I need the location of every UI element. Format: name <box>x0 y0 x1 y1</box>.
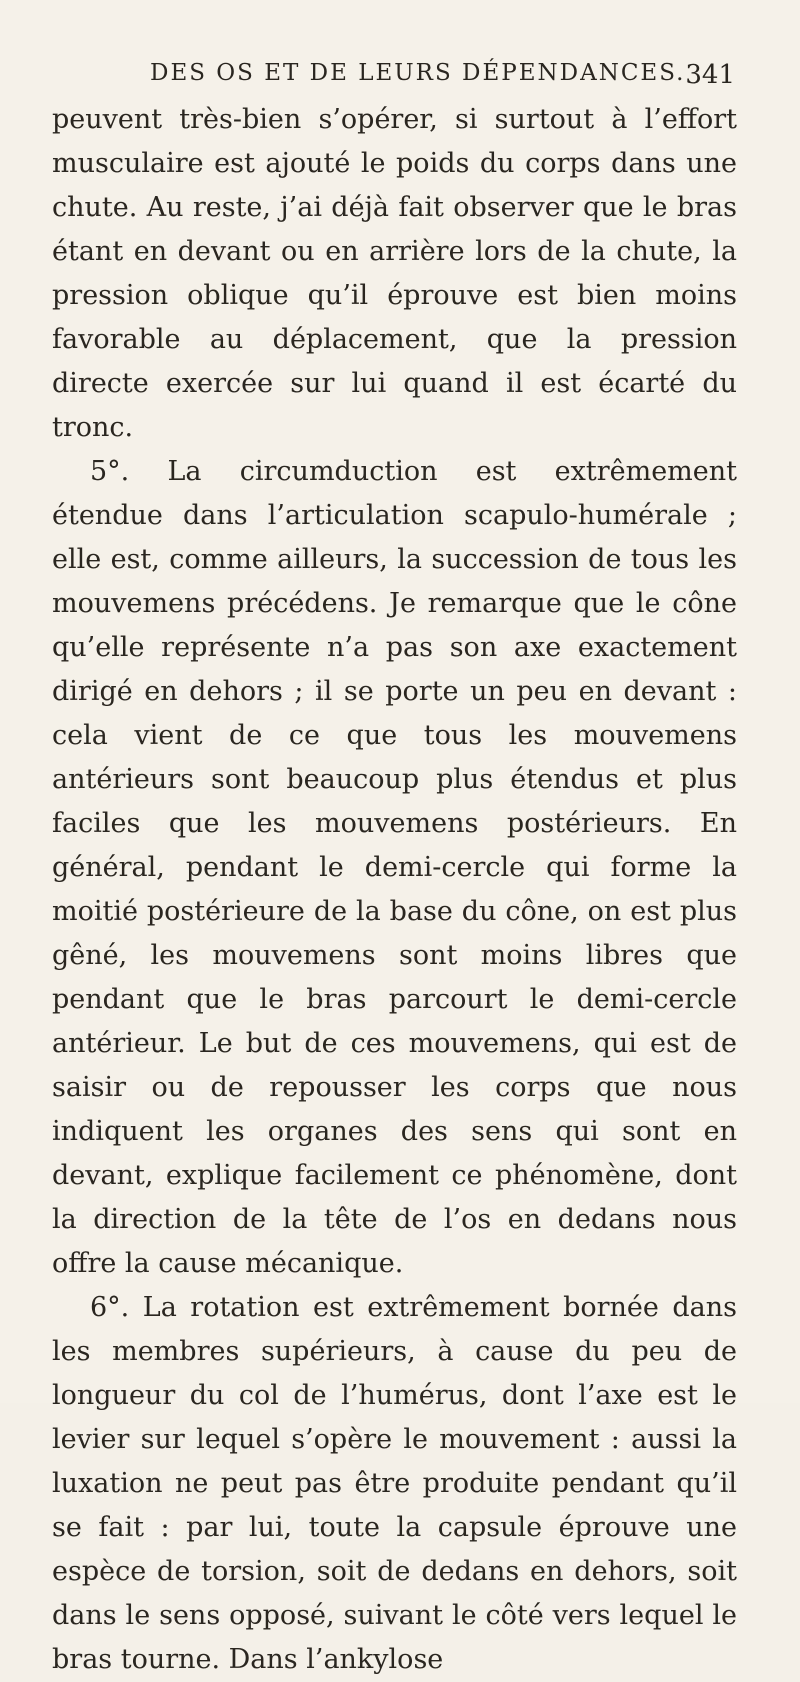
body-text <box>52 98 737 1682</box>
paragraph-continuation: peuvent très-bien s’opérer, si surtout à l’effort musculaire est ajouté le poids du corps dans une chute. Au reste, j’ai déjà fait observer que le bras étant en devant ou en arrière lors de la chute, la pression oblique qu’il éprouve est bien moins favorable au déplacement, que la pression directe exercée sur lui quand il est écarté du tronc. <box>52 104 737 443</box>
running-title: DES OS ET DE LEURS DÉPENDANCES. <box>150 60 686 86</box>
paragraph-rotation: 6°. La rotation est extrêmement bornée dans les membres supérieurs, à cause du peu de longueur du col de l’humérus, dont l’axe est le levier sur lequel s’opère le mouvement : aussi la luxation ne peut pas être produite pendant qu’il se fait : par lui, toute la capsule éprouve une espèce de torsion, soit de dedans en dehors, soit dans le sens opposé, suivant le côté vers lequel le bras tourne. Dans l’ankylose <box>52 1292 737 1675</box>
running-head <box>150 60 735 90</box>
paragraph-circumduction: 5°. La circumduction est extrêmement étendue dans l’articulation scapulo-humérale ; elle est, comme ailleurs, la succession de tous les mouvemens précédens. Je remarque que le cône qu’elle représente n’a pas son axe exactement dirigé en dehors ; il se porte un peu en devant : cela vient de ce que tous les mouvemens antérieurs sont beaucoup plus étendus et plus faciles que les mouvemens postérieurs. En général, pendant le demi-cercle qui forme la moitié postérieure de la base du cône, on est plus gêné, les mouvemens sont moins libres que pendant que le bras parcourt le demi-cercle antérieur. Le but de ces mouvemens, qui est de saisir ou de repousser les corps que nous indiquent les organes des sens qui sont en devant, explique facilement ce phénomène, dont la direction de la tête de l’os en dedans nous offre la cause mécanique. <box>52 456 737 1279</box>
page-number: 341 <box>685 60 735 90</box>
